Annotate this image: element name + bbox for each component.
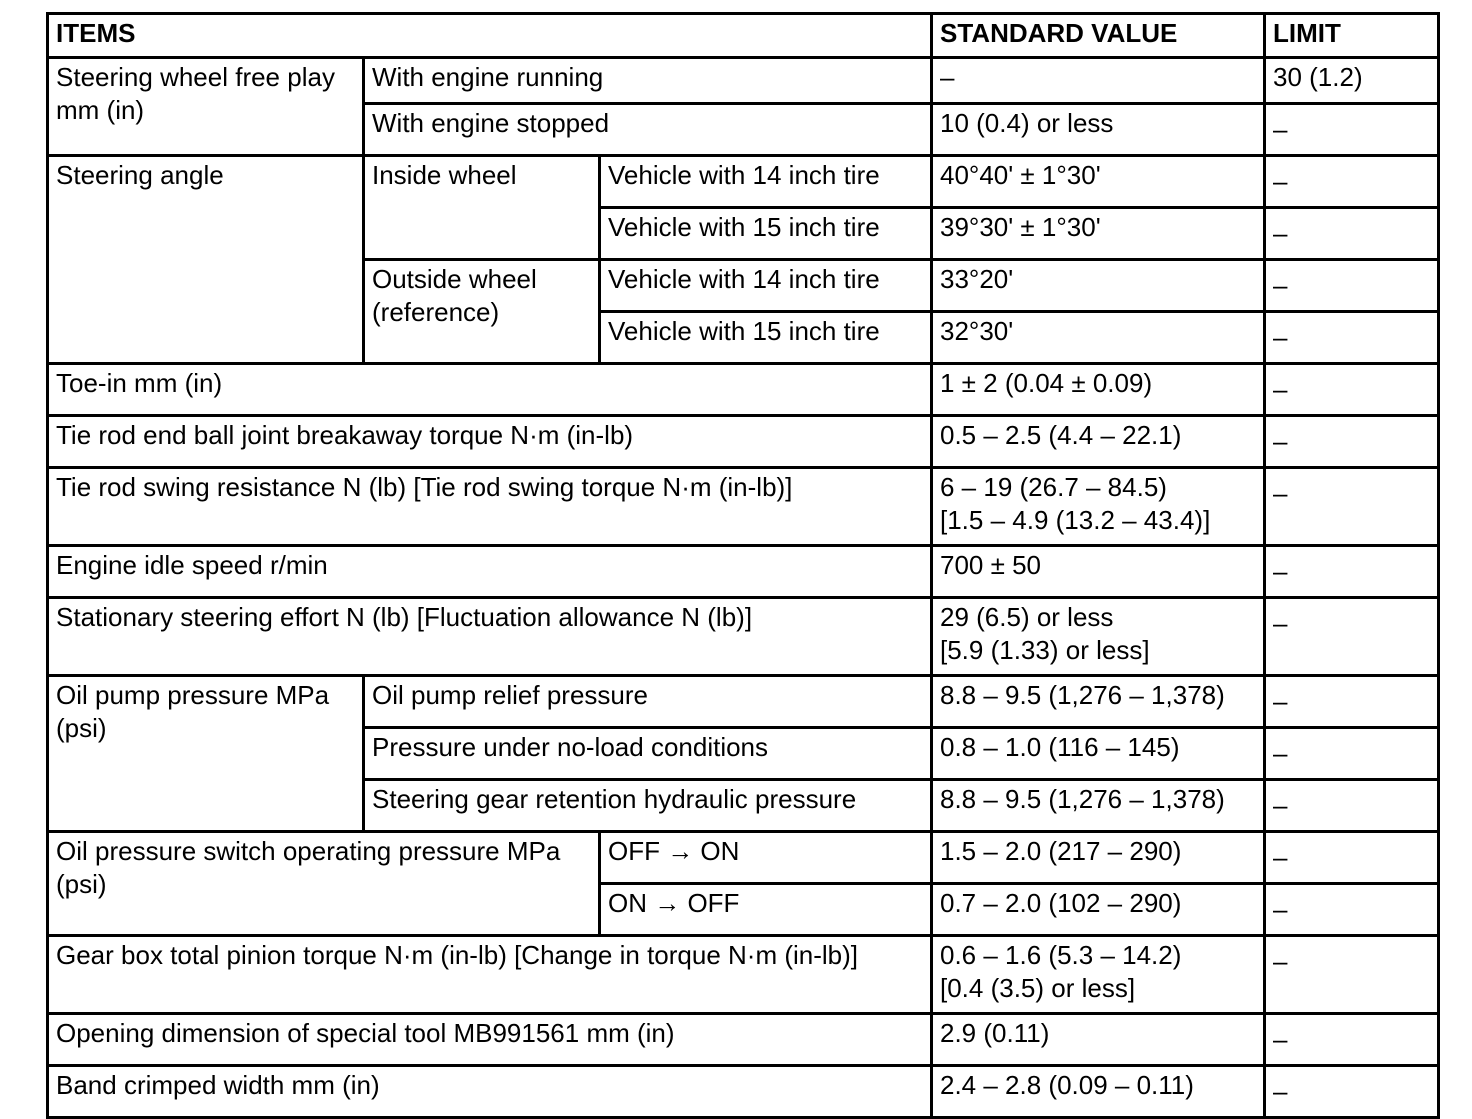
condition-label: With engine stopped [364, 104, 932, 156]
sub-condition-label: Vehicle with 15 inch tire [600, 208, 932, 260]
standard-value: – [932, 58, 1265, 104]
item-label: Engine idle speed r/min [48, 546, 932, 598]
limit-value: – [1265, 364, 1439, 416]
standard-value: 1 ± 2 (0.04 ± 0.09) [932, 364, 1265, 416]
item-label: Tie rod end ball joint breakaway torque N·m (in-lb) [48, 416, 932, 468]
standard-value: 33°20' [932, 260, 1265, 312]
table-row [48, 832, 1439, 884]
limit-value: 30 (1.2) [1265, 58, 1439, 104]
specifications-table [46, 12, 1440, 1119]
standard-value: 2.9 (0.11) [932, 1014, 1265, 1066]
standard-value: 2.4 – 2.8 (0.09 – 0.11) [932, 1066, 1265, 1118]
header-items: ITEMS [48, 14, 932, 58]
limit-value: – [1265, 832, 1439, 884]
standard-value: 32°30' [932, 312, 1265, 364]
standard-value: 0.7 – 2.0 (102 – 290) [932, 884, 1265, 936]
item-label: Oil pump pressure MPa (psi) [48, 676, 364, 832]
limit-value: – [1265, 416, 1439, 468]
limit-value: – [1265, 1066, 1439, 1118]
header-limit: LIMIT [1265, 14, 1439, 58]
limit-value: – [1265, 884, 1439, 936]
limit-value: – [1265, 936, 1439, 1014]
table-row [48, 546, 1439, 598]
item-label: Tie rod swing resistance N (lb) [Tie rod swing torque N·m (in-lb)] [48, 468, 932, 546]
condition-label: Oil pump relief pressure [364, 676, 932, 728]
sub-condition-label: OFF → ON [600, 832, 932, 884]
standard-value: 1.5 – 2.0 (217 – 290) [932, 832, 1265, 884]
limit-value: – [1265, 260, 1439, 312]
table-row [48, 598, 1439, 676]
limit-value: – [1265, 104, 1439, 156]
standard-value: 700 ± 50 [932, 546, 1265, 598]
standard-value: 10 (0.4) or less [932, 104, 1265, 156]
standard-value: 0.6 – 1.6 (5.3 – 14.2) [0.4 (3.5) or less] [932, 936, 1265, 1014]
table-row [48, 156, 1439, 208]
limit-value: – [1265, 1014, 1439, 1066]
sub-condition-label: ON → OFF [600, 884, 932, 936]
limit-value: – [1265, 728, 1439, 780]
table-row [48, 468, 1439, 546]
standard-value: 39°30' ± 1°30' [932, 208, 1265, 260]
standard-value: 0.5 – 2.5 (4.4 – 22.1) [932, 416, 1265, 468]
condition-label: Steering gear retention hydraulic pressure [364, 780, 932, 832]
limit-value: – [1265, 156, 1439, 208]
item-label: Band crimped width mm (in) [48, 1066, 932, 1118]
limit-value: – [1265, 546, 1439, 598]
standard-value: 40°40' ± 1°30' [932, 156, 1265, 208]
standard-value: 0.8 – 1.0 (116 – 145) [932, 728, 1265, 780]
limit-value: – [1265, 468, 1439, 546]
table-row [48, 676, 1439, 728]
standard-value: 29 (6.5) or less [5.9 (1.33) or less] [932, 598, 1265, 676]
limit-value: – [1265, 676, 1439, 728]
table-row [48, 364, 1439, 416]
item-label: Toe-in mm (in) [48, 364, 932, 416]
item-label: Gear box total pinion torque N·m (in-lb) [Change in torque N·m (in-lb)] [48, 936, 932, 1014]
table-row [48, 1014, 1439, 1066]
table-row [48, 58, 1439, 104]
condition-label: Inside wheel [364, 156, 600, 260]
header-standard-value: STANDARD VALUE [932, 14, 1265, 58]
standard-value: 8.8 – 9.5 (1,276 – 1,378) [932, 780, 1265, 832]
header-row [48, 14, 1439, 58]
standard-value: 8.8 – 9.5 (1,276 – 1,378) [932, 676, 1265, 728]
standard-value: 6 – 19 (26.7 – 84.5) [1.5 – 4.9 (13.2 – 43.4)] [932, 468, 1265, 546]
sub-condition-label: Vehicle with 14 inch tire [600, 156, 932, 208]
table-row [48, 936, 1439, 1014]
limit-value: – [1265, 598, 1439, 676]
table-row [48, 416, 1439, 468]
limit-value: – [1265, 780, 1439, 832]
limit-value: – [1265, 312, 1439, 364]
sub-condition-label: Vehicle with 14 inch tire [600, 260, 932, 312]
item-label: Opening dimension of special tool MB991561 mm (in) [48, 1014, 932, 1066]
item-label: Stationary steering effort N (lb) [Fluctuation allowance N (lb)] [48, 598, 932, 676]
sub-condition-label: Vehicle with 15 inch tire [600, 312, 932, 364]
condition-label: Outside wheel (reference) [364, 260, 600, 364]
item-label: Steering wheel free play mm (in) [48, 58, 364, 156]
item-label: Oil pressure switch operating pressure MPa (psi) [48, 832, 600, 936]
condition-label: Pressure under no-load conditions [364, 728, 932, 780]
limit-value: – [1265, 208, 1439, 260]
table-row [48, 1066, 1439, 1118]
item-label: Steering angle [48, 156, 364, 364]
condition-label: With engine running [364, 58, 932, 104]
